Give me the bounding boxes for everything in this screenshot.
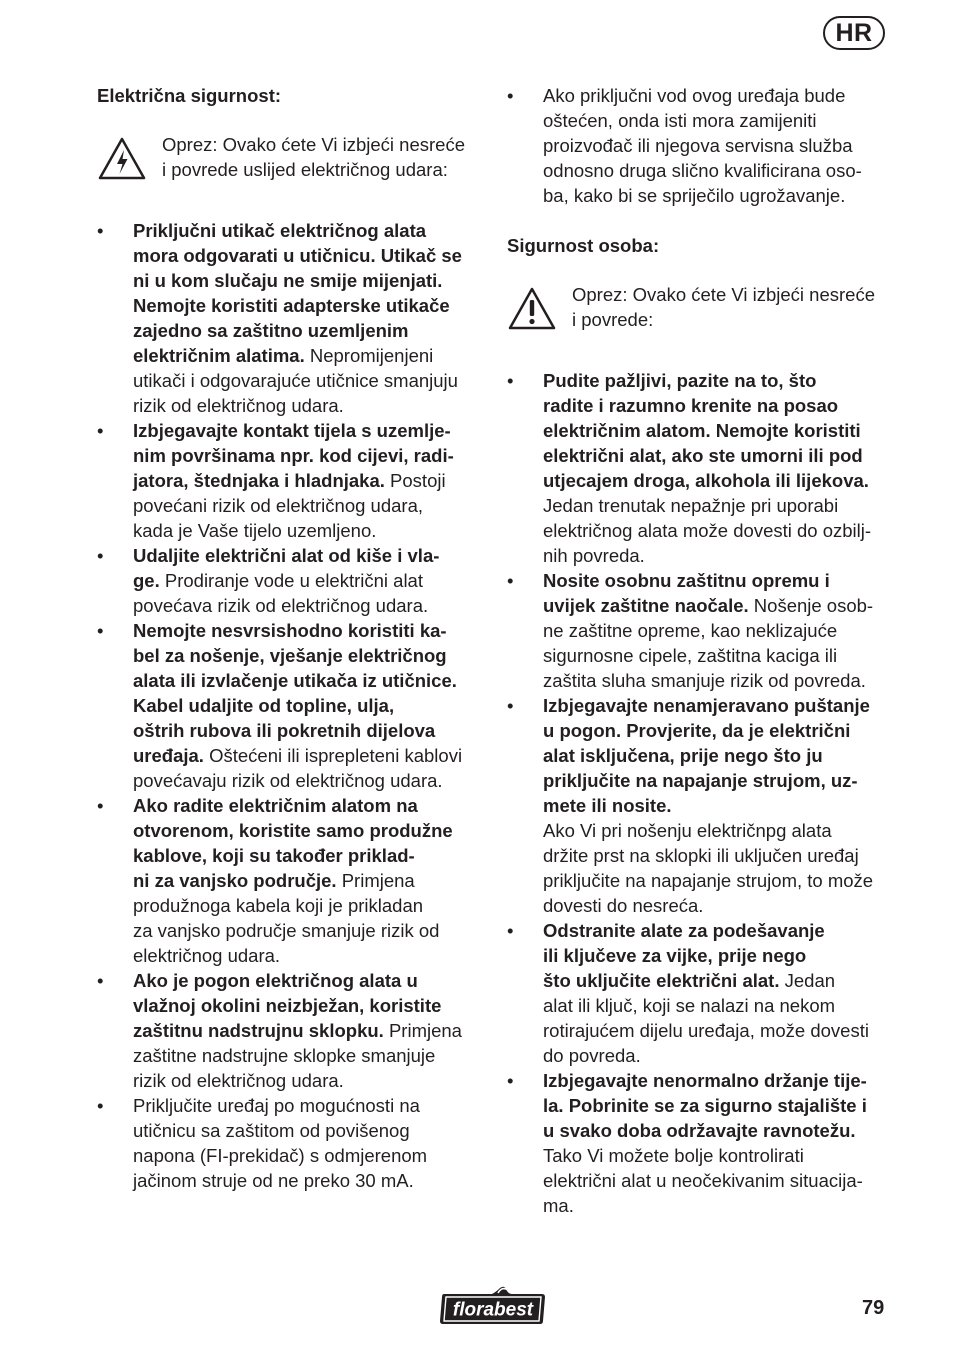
bullet-marker: • [507,85,514,106]
text-line: i povrede uslijed električnog udara: [162,159,448,180]
text-line: za vanjsko područje smanjuje rizik od [133,920,440,941]
text-line [133,1018,489,1043]
bullet-marker: • [97,420,104,441]
bold-fragment: što uključite električni alat. [543,970,780,991]
text-line: alata ili izvlačenje utikača iz utičnice. [133,670,457,691]
bold-fragment: uvijek zaštitne naočale. [543,595,749,616]
text-line: utjecajem droga, alkohola ili lijekova. [543,470,869,491]
bullet-marker: • [507,1070,514,1091]
text-line [133,343,489,368]
text-line: nih povreda. [543,545,645,566]
text-line: držite prst na sklopki ili uključen uređaj [543,845,859,866]
text-line: rotirajućem dijelu uređaja, može dovesti [543,1020,869,1041]
bold-fragment: električnim alatima. [133,345,305,366]
list-item [507,368,897,568]
bold-fragment: ni za vanjsko područje. [133,870,337,891]
text-line: Izbjegavajte nenamjeravano puštanje [543,695,870,716]
text-line: ili ključeve za vijke, prije nego [543,945,807,966]
text-line: vlažnoj okolini neizbježan, koristite [133,995,442,1016]
left-column [97,83,489,1193]
text-line: priključite na napajanje strujom, uz- [543,770,858,791]
intro-bullet-list [507,83,897,208]
text-line: Nemojte koristiti adapterske utikače [133,295,450,316]
text-line: električnog udara. [133,945,281,966]
text-line: Izbjegavajte nenormalno držanje tije- [543,1070,867,1091]
electrical-safety-list [97,218,489,1193]
text-line: utikači i odgovarajuće utičnice smanjuju [133,370,458,391]
list-item [507,918,897,1068]
text-line: Tako Vi možete bolje kontrolirati [543,1145,804,1166]
text-line: Udaljite električni alat od kiše i vla- [133,545,440,566]
text-line: električni alat, ako ste umorni ili pod [543,445,863,466]
text-line: otvorenom, koristite samo produžne [133,820,453,841]
list-item [507,693,897,918]
text-line: kablove, koji su također priklad- [133,845,415,866]
text-line: nim površinama npr. kod cijevi, radi- [133,445,454,466]
text-line: bel za nošenje, vješanje električnog [133,645,447,666]
text-line: dovesti do nesreća. [543,895,704,916]
text-line: zaštita sluha smanjuje rizik od povreda. [543,670,866,691]
text-line: rizik od električnog udara. [133,1070,344,1091]
text-line: mete ili nosite. [543,795,672,816]
personal-safety-list [507,368,897,1218]
text-line: oštećen, onda isti mora zamijeniti [543,110,817,131]
bullet-marker: • [97,795,104,816]
list-item [97,218,489,418]
page-number: 79 [862,1297,885,1319]
text-line [133,468,489,493]
list-item [97,618,489,793]
text-line: produžnoga kabela koji je prikladan [133,895,424,916]
normal-fragment: Jedan [779,970,836,991]
bullet-marker: • [507,570,514,591]
text-line: u svako doba održavajte ravnotežu. [543,1120,856,1141]
normal-fragment: Primjena [336,870,415,891]
bold-fragment: zaštitnu nadstrujnu sklopku. [133,1020,384,1041]
text-line: ma. [543,1195,574,1216]
text-line: alat isključena, prije nego što ju [543,745,823,766]
text-line: Priključni utikač električnog alata [133,220,427,241]
text-line: Priključite uređaj po mogućnosti na [133,1095,420,1116]
bullet-marker: • [97,970,104,991]
bold-fragment: jatora, štednjaka i hladnjaka. [133,470,385,491]
text-line [133,743,489,768]
text-line [133,868,489,893]
list-item [97,543,489,618]
text-line: Izbjegavajte kontakt tijela s uzemlje- [133,420,451,441]
bullet-marker: • [507,695,514,716]
text-line: odnosno druga slično kvalificirana oso- [543,160,862,181]
normal-fragment: Postoji [384,470,446,491]
text-line [543,968,897,993]
text-line: rizik od električnog udara. [133,395,344,416]
text-line: alat ili ključ, koji se nalazi na nekom [543,995,836,1016]
section-heading-personal-safety: Sigurnost osoba: [507,235,660,256]
text-line: radite i razumno krenite na posao [543,395,839,416]
text-line: Ako je pogon električnog alata u [133,970,418,991]
text-line: zaštitne nadstrujne sklopke smanjuje [133,1045,436,1066]
list-item [97,1093,489,1193]
bullet-marker: • [97,620,104,641]
bold-fragment: uređaja. [133,745,204,766]
normal-fragment: Nepromijenjeni [304,345,434,366]
text-line: proizvođač ili njegova servisna služba [543,135,853,156]
list-item [97,418,489,543]
normal-fragment: Primjena [383,1020,462,1041]
florabest-logo [438,1284,548,1326]
section-heading-electrical-safety: Električna sigurnost: [97,85,282,106]
text-line: mora odgovarati u utičnicu. Utikač se [133,245,462,266]
list-item [507,83,897,208]
text-line [133,568,489,593]
text-line: jačinom struje od ne preko 30 mA. [133,1170,414,1191]
text-line: Oprez: Ovako ćete Vi izbjeći nesreće [572,284,875,305]
bullet-marker: • [97,545,104,566]
text-line: Nosite osobnu zaštitnu opremu i [543,570,830,591]
bullet-marker: • [507,370,514,391]
text-line: Jedan trenutak nepažnje pri uporabi [543,495,839,516]
electric-hazard-triangle-icon [97,136,147,181]
list-item [507,568,897,693]
text-line: povećava rizik od električnog udara. [133,595,429,616]
bullet-marker: • [97,1095,104,1116]
bullet-marker: • [97,220,104,241]
caution-note-personal [507,282,897,342]
text-line: la. Pobrinite se za sigurno stajalište i [543,1095,867,1116]
list-item [97,968,489,1093]
text-line: Ako priključni vod ovog uređaja bude [543,85,846,106]
text-line: ni u kom slučaju ne smije mijenjati. [133,270,443,291]
caution-note-electrical [97,132,489,192]
text-line: i povrede: [572,309,654,330]
text-line: ne zaštitne opreme, kao neklizajuće [543,620,838,641]
text-line: oštrih rubova ili pokretnih dijelova [133,720,436,741]
list-item [507,1068,897,1218]
normal-fragment: Prodiranje vode u električni alat [159,570,423,591]
bold-fragment: ge. [133,570,160,591]
text-line: povećani rizik od električnog udara, [133,495,423,516]
text-line: napona (FI-prekidač) s odmjerenom [133,1145,428,1166]
text-line [543,593,897,618]
text-line: u pogon. Provjerite, da je električni [543,720,851,741]
text-line: električni alat u neočekivanim situacija- [543,1170,863,1191]
normal-fragment: Oštećeni ili isprepleteni kablovi [203,745,463,766]
text-line: do povreda. [543,1045,641,1066]
text-line: Ako Vi pri nošenju električnpg alata [543,820,832,841]
text-line: Odstranite alate za podešavanje [543,920,825,941]
text-line: kada je Vaše tijelo uzemljeno. [133,520,377,541]
normal-fragment: Nošenje osob- [748,595,874,616]
text-line: Oprez: Ovako ćete Vi izbjeći nesreće [162,134,465,155]
text-line: Pudite pažljivi, pazite na to, što [543,370,817,391]
logo-text: florabest [452,1299,534,1321]
text-line: utičnicu sa zaštitom od povišenog [133,1120,410,1141]
text-line: zajedno sa zaštitno uzemljenim [133,320,409,341]
text-line: povećavaju rizik od električnog udara. [133,770,443,791]
text-line: ba, kako bi se spriječilo ugrožavanje. [543,185,846,206]
bullet-marker: • [507,920,514,941]
exclamation-warning-triangle-icon [507,286,557,331]
text-line: Kabel udaljite od topline, ulja, [133,695,395,716]
text-line: električnog alata može dovesti do ozbilj- [543,520,872,541]
language-badge: HR [823,16,885,50]
list-item [97,793,489,968]
text-line: priključite na napajanje strujom, to može [543,870,874,891]
text-line: sigurnosne cipele, zaštitna kaciga ili [543,645,838,666]
text-line: električnim alatom. Nemojte koristiti [543,420,861,441]
text-line: Nemojte nesvrsishodno koristiti ka- [133,620,447,641]
text-line: Ako radite električnim alatom na [133,795,418,816]
right-column [507,83,897,1218]
